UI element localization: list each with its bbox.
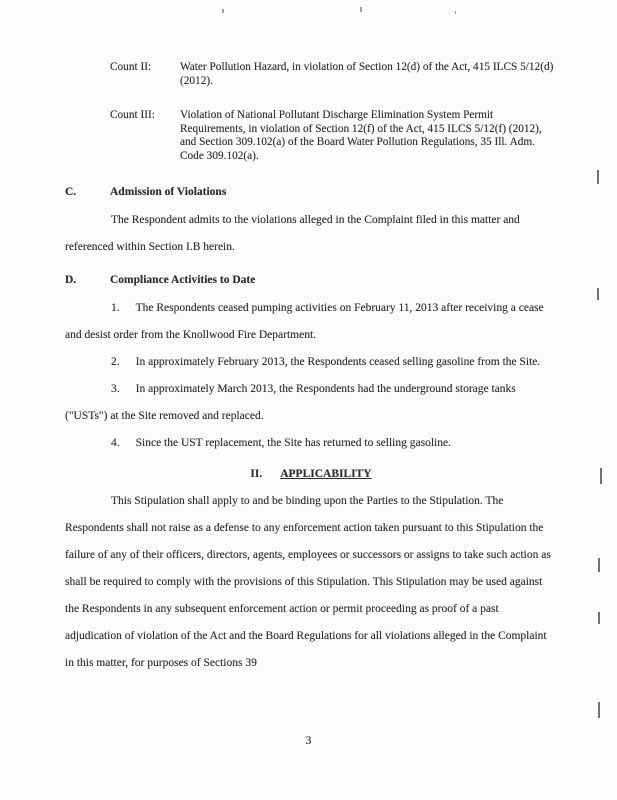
count-iii-text: Violation of National Pollutant Discharge Elimination System Permit Requirements, in violation of Section 12(f) of the Act, 415 ILCS 5/12(f) (2012), and Section 309.102(a) of the Board Water Pollution Regulations, 35 Ill. Adm. Code 309.102(a). bbox=[180, 109, 542, 162]
compliance-item-2 bbox=[65, 349, 557, 376]
page-number: 3 bbox=[305, 735, 312, 747]
compliance-item-1 bbox=[65, 295, 557, 349]
count-ii-block bbox=[110, 61, 557, 88]
compliance-item-2-text: In approximately February 2013, the Respondents ceased selling gasoline from the Site. bbox=[135, 355, 541, 368]
section-c-heading bbox=[65, 185, 557, 199]
section-d-title: Compliance Activities to Date bbox=[110, 273, 256, 286]
scan-artifact bbox=[600, 468, 602, 484]
scan-artifact bbox=[597, 170, 599, 184]
scan-speck bbox=[360, 7, 362, 12]
scan-artifact bbox=[598, 702, 600, 718]
applicability-number: II. bbox=[250, 467, 263, 480]
section-d-heading bbox=[65, 273, 557, 287]
section-c-title: Admission of Violations bbox=[110, 185, 227, 198]
applicability-title: APPLICABILITY bbox=[280, 467, 372, 480]
compliance-item-4-text: Since the UST replacement, the Site has returned to selling gasoline. bbox=[135, 436, 451, 449]
count-ii-text: Water Pollution Hazard, in violation of Section 12(d) of the Act, 415 ILCS 5/12(d) (2012). bbox=[180, 61, 554, 87]
scan-speck bbox=[222, 9, 224, 13]
compliance-item-4-number: 4. bbox=[111, 436, 120, 449]
applicability-heading bbox=[65, 461, 557, 488]
count-iii-block bbox=[110, 109, 557, 163]
count-iii-label: Count III: bbox=[110, 109, 155, 122]
scan-artifact bbox=[598, 612, 600, 624]
compliance-item-2-number: 2. bbox=[111, 355, 120, 368]
compliance-item-1-number: 1. bbox=[111, 301, 120, 314]
section-c-paragraph: The Respondent admits to the violations alleged in the Complaint filed in this matter and referenced within Section I.B herein. bbox=[65, 213, 520, 253]
compliance-item-1-text: The Respondents ceased pumping activities on February 11, 2013 after receiving a cease and desist order from the Knollwood Fire Department. bbox=[65, 301, 544, 341]
section-d-label: D. bbox=[65, 273, 77, 286]
scan-artifact bbox=[597, 288, 599, 300]
scan-speck bbox=[455, 11, 456, 14]
compliance-item-3-number: 3. bbox=[111, 382, 120, 395]
compliance-item-3 bbox=[65, 376, 557, 430]
section-c-label: C. bbox=[65, 185, 77, 198]
scan-artifact bbox=[598, 558, 600, 572]
applicability-paragraph: This Stipulation shall apply to and be binding upon the Parties to the Stipulation. The Respondents shall not raise as a defense to any enforcement action taken pursuant to this Stipulation the failure of any of their officers, directors, agents, employees or successors or assigns to take such action as shall be required to comply with the provisions of this Stipulation. This Stipulation may be used against the Respondents in any subsequent enforcement action or permit proceeding as proof of a past adjudication of violation of the Act and the Board Regulations for all violations alleged in the Complaint in this matter, for purposes of Sections 39 bbox=[65, 494, 551, 669]
compliance-item-3-text: In approximately March 2013, the Respondents had the underground storage tanks ("USTs") at the Site removed and replaced. bbox=[65, 382, 516, 422]
compliance-item-4 bbox=[65, 430, 557, 457]
count-ii-label: Count II: bbox=[110, 61, 152, 73]
